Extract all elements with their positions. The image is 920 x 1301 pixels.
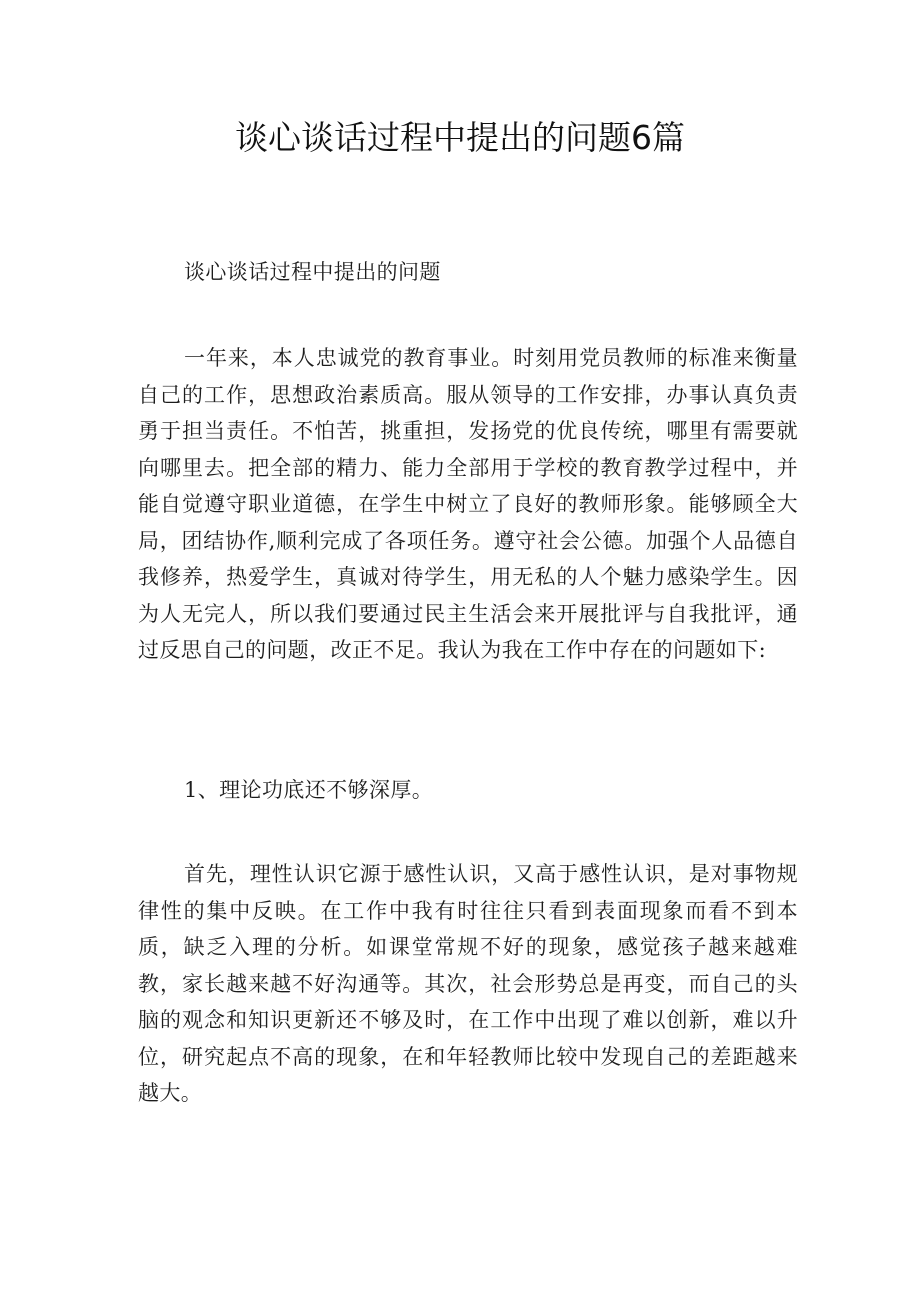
section-heading-1: 1、理论功底还不够深厚。 <box>184 778 434 802</box>
body-paragraph-1: 一年来，本人忠诚党的教育事业。时刻用党员教师的标准来衡量自己的工作，思想政治素质高。服从领导的工作安排，办事认真负责勇于担当责任。不怕苦，挑重担，发扬党的优良传统，哪里有需要就向哪里去。把全部的精力、能力全部用于学校的教育教学过程中，并能自觉遵守职业道德，在学生中树立了良好的教师形象。能够顾全大局，团结协作,顺利完成了各项任务。遵守社会公德。加强个人品德自我修养，热爱学生，真诚对待学生，用无私的人个魅力感染学生。因为人无完人，所以我们要通过民主生活会来开展批评与自我批评，通过反思自己的问题，改正不足。我认为我在工作中存在的问题如下: <box>138 346 798 662</box>
body-paragraph-2: 首先，理性认识它源于感性认识，又高于感性认识，是对事物规律性的集中反映。在工作中我有时往往只看到表面现象而看不到本质，缺乏入理的分析。如课堂常规不好的现象，感觉孩子越来越难教，家长越来越不好沟通等。其次，社会形势总是再变，而自己的头脑的观念和知识更新还不够及时，在工作中出现了难以创新，难以升位，研究起点不高的现象，在和年轻教师比较中发现自己的差距越来越大。 <box>138 862 798 1105</box>
document-title: 谈心谈话过程中提出的问题6篇 <box>235 118 685 157</box>
document-subtitle: 谈心谈话过程中提出的问题 <box>184 260 441 284</box>
